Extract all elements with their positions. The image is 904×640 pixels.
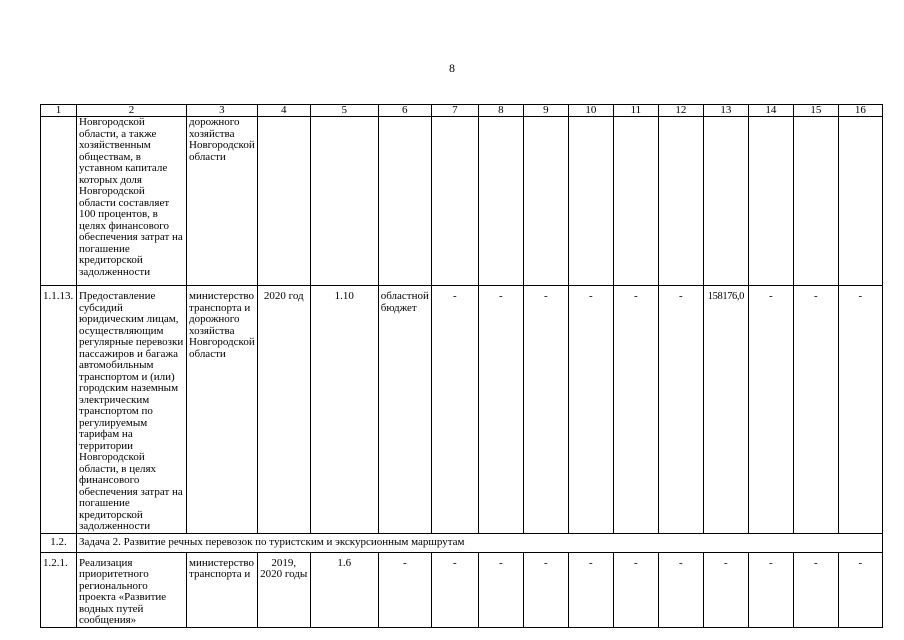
funding-cell: - xyxy=(568,286,613,534)
col-header: 1 xyxy=(41,105,77,117)
executor: министерство транспорта и дорожного хозяйства Новгородской области xyxy=(187,286,258,534)
funding-cell: - xyxy=(658,552,703,627)
col-header: 15 xyxy=(793,105,838,117)
period: 2020 год xyxy=(257,286,310,534)
period: 2019, 2020 годы xyxy=(257,552,310,627)
col-header: 5 xyxy=(310,105,378,117)
col-header: 13 xyxy=(703,105,748,117)
funding-cell xyxy=(431,117,478,286)
col-header: 11 xyxy=(613,105,658,117)
task-heading: Задача 2. Развитие речных перевозок по туристским и экскурсионным маршрутам xyxy=(77,533,883,552)
row-number xyxy=(41,117,77,286)
col-header: 14 xyxy=(748,105,793,117)
funding-cell: - xyxy=(613,286,658,534)
funding-cell: - xyxy=(793,552,838,627)
funding-cell xyxy=(703,117,748,286)
page-number: 8 xyxy=(449,61,455,75)
col-header: 10 xyxy=(568,105,613,117)
funding-cell: - xyxy=(523,286,568,534)
table-row xyxy=(41,286,883,534)
period xyxy=(257,117,310,286)
executor: дорожного хозяйства Новгородской области xyxy=(187,117,258,286)
activity-name: Новгородской области, а также хозяйственным обществам, в уставном капитале которых доля Новгородской области составляет 100 процентов, в целях финансового обеспечения затрат на погашение кредиторской задолженности xyxy=(77,117,187,286)
funding-cell: - xyxy=(838,552,882,627)
funding-cell xyxy=(748,117,793,286)
target-indicator: 1.10 xyxy=(310,286,378,534)
col-header: 8 xyxy=(478,105,523,117)
funding-cell: - xyxy=(431,552,478,627)
funding-cell xyxy=(523,117,568,286)
col-header: 2 xyxy=(77,105,187,117)
col-header: 9 xyxy=(523,105,568,117)
activity-name: Предоставление субсидий юридическим лицам, осуществляющим регулярные перевозки пассажиров и багажа автомобильным транспортом и (или) городским наземным электрическим транспортом по регулируемым тарифам на территории Новгородской области, в целях финансового обеспечения затрат на погашение кредиторской задолженности xyxy=(77,286,187,534)
funding-amount: 158176,0 xyxy=(703,286,748,534)
funding-source: - xyxy=(378,552,431,627)
funding-cell xyxy=(613,117,658,286)
target-indicator xyxy=(310,117,378,286)
col-header: 3 xyxy=(187,105,258,117)
funding-source: областной бюджет xyxy=(378,286,431,534)
funding-cell: - xyxy=(658,286,703,534)
funding-cell: - xyxy=(748,552,793,627)
col-header: 6 xyxy=(378,105,431,117)
row-number: 1.2.1. xyxy=(41,552,77,627)
funding-cell: - xyxy=(568,552,613,627)
row-number: 1.1.13. xyxy=(41,286,77,534)
funding-cell: - xyxy=(748,286,793,534)
col-header: 7 xyxy=(431,105,478,117)
executor: министерство транспорта и xyxy=(187,552,258,627)
row-number: 1.2. xyxy=(41,533,77,552)
table-row xyxy=(41,117,883,286)
col-header: 12 xyxy=(658,105,703,117)
funding-cell: - xyxy=(478,552,523,627)
table-row xyxy=(41,552,883,627)
task-row xyxy=(41,533,883,552)
col-header: 4 xyxy=(257,105,310,117)
program-table xyxy=(40,104,883,628)
activity-name: Реализация приоритетного регионального проекта «Развитие водных путей сообщения» xyxy=(77,552,187,627)
funding-cell: - xyxy=(613,552,658,627)
funding-cell: - xyxy=(838,286,882,534)
funding-cell xyxy=(838,117,882,286)
funding-cell xyxy=(658,117,703,286)
funding-cell: - xyxy=(478,286,523,534)
funding-cell: - xyxy=(523,552,568,627)
col-header: 16 xyxy=(838,105,882,117)
funding-cell: - xyxy=(703,552,748,627)
funding-cell: - xyxy=(431,286,478,534)
funding-cell xyxy=(568,117,613,286)
funding-source xyxy=(378,117,431,286)
funding-cell: - xyxy=(793,286,838,534)
funding-cell xyxy=(478,117,523,286)
funding-cell xyxy=(793,117,838,286)
column-number-row xyxy=(41,105,883,117)
target-indicator: 1.6 xyxy=(310,552,378,627)
